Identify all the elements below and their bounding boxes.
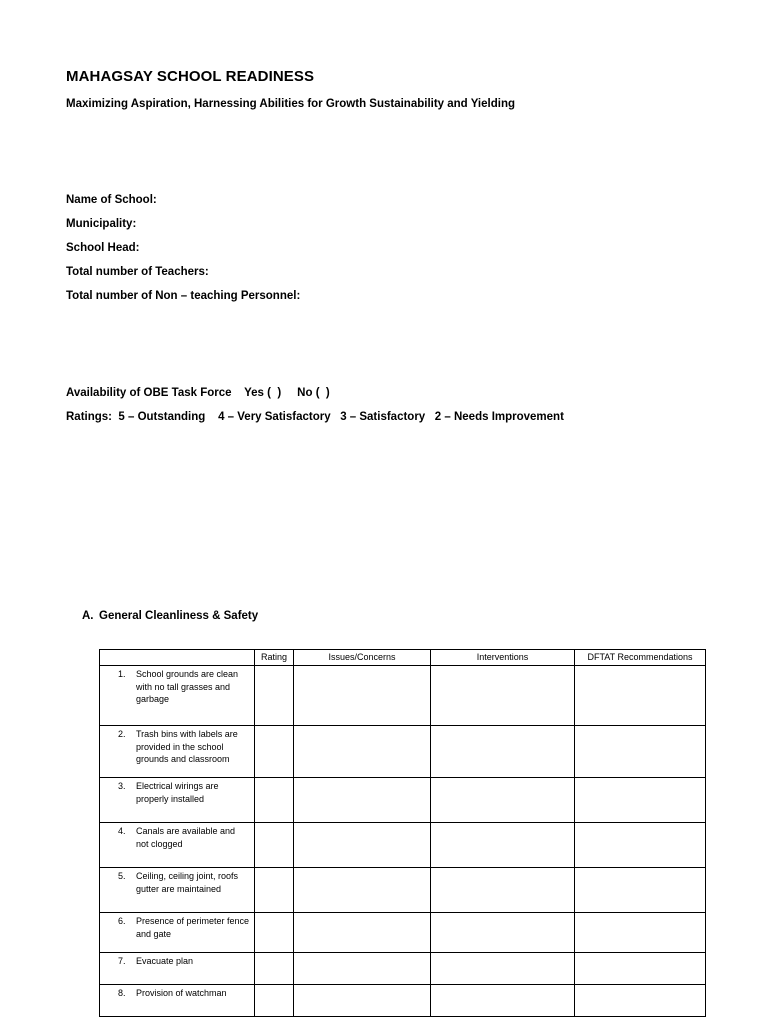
issues-cell[interactable] xyxy=(294,985,431,1017)
column-header-rating: Rating xyxy=(255,650,294,666)
issues-cell[interactable] xyxy=(294,823,431,868)
rating-3: 3 – Satisfactory xyxy=(340,411,426,423)
dftat-cell[interactable] xyxy=(575,953,706,985)
item-number: 8. xyxy=(118,988,126,998)
checklist-table xyxy=(99,649,706,1017)
rating-cell[interactable] xyxy=(255,823,294,868)
section-letter: A. xyxy=(82,610,94,622)
issues-cell[interactable] xyxy=(294,953,431,985)
dftat-cell[interactable] xyxy=(575,666,706,726)
table-row xyxy=(100,726,706,778)
field-name-of-school: Name of School: xyxy=(66,194,157,206)
interventions-cell[interactable] xyxy=(431,726,575,778)
item-cell xyxy=(100,666,255,726)
obe-no-option: No ( ) xyxy=(297,387,330,399)
table-row xyxy=(100,985,706,1017)
rating-cell[interactable] xyxy=(255,913,294,953)
table-header-row xyxy=(100,650,706,666)
rating-4: 4 – Very Satisfactory xyxy=(218,411,331,423)
table-row xyxy=(100,868,706,913)
dftat-cell[interactable] xyxy=(575,726,706,778)
table-row xyxy=(100,953,706,985)
item-text: School grounds are clean with no tall grasses and garbage xyxy=(136,669,239,704)
interventions-cell[interactable] xyxy=(431,823,575,868)
issues-cell[interactable] xyxy=(294,913,431,953)
obe-yes-option: Yes ( ) xyxy=(244,387,282,399)
rating-cell[interactable] xyxy=(255,666,294,726)
dftat-cell[interactable] xyxy=(575,913,706,953)
section-heading xyxy=(82,610,258,622)
rating-cell[interactable] xyxy=(255,726,294,778)
item-cell xyxy=(100,985,255,1017)
section-title: General Cleanliness & Safety xyxy=(99,610,259,622)
item-cell xyxy=(100,778,255,823)
issues-cell[interactable] xyxy=(294,666,431,726)
interventions-cell[interactable] xyxy=(431,913,575,953)
item-cell xyxy=(100,726,255,778)
table-row xyxy=(100,778,706,823)
field-total-non-teaching: Total number of Non – teaching Personnel: xyxy=(66,290,301,302)
field-school-head: School Head: xyxy=(66,242,140,254)
rating-cell[interactable] xyxy=(255,778,294,823)
rating-cell[interactable] xyxy=(255,868,294,913)
column-header-item xyxy=(100,650,255,666)
item-text: Provision of watchman xyxy=(136,988,227,998)
item-number: 7. xyxy=(118,956,126,966)
item-text: Electrical wirings are properly installed xyxy=(136,781,219,804)
rating-cell[interactable] xyxy=(255,953,294,985)
item-cell xyxy=(100,953,255,985)
document-subtitle: Maximizing Aspiration, Harnessing Abilities for Growth Sustainability and Yielding xyxy=(66,98,515,110)
item-cell xyxy=(100,868,255,913)
item-number: 5. xyxy=(118,871,126,881)
issues-cell[interactable] xyxy=(294,726,431,778)
ratings-label: Ratings: xyxy=(66,411,112,423)
column-header-dftat: DFTAT Recommendations xyxy=(575,650,706,666)
dftat-cell[interactable] xyxy=(575,778,706,823)
item-text: Ceiling, ceiling joint, roofs gutter are maintained xyxy=(136,871,239,894)
rating-2: 2 – Needs Improvement xyxy=(434,411,564,423)
item-cell xyxy=(100,823,255,868)
column-header-interventions: Interventions xyxy=(431,650,575,666)
obe-task-force-line xyxy=(66,387,330,399)
column-header-issues: Issues/Concerns xyxy=(294,650,431,666)
dftat-cell[interactable] xyxy=(575,985,706,1017)
item-number: 4. xyxy=(118,826,126,836)
issues-cell[interactable] xyxy=(294,868,431,913)
item-text: Presence of perimeter fence and gate xyxy=(136,916,250,939)
interventions-cell[interactable] xyxy=(431,985,575,1017)
interventions-cell[interactable] xyxy=(431,666,575,726)
item-text: Trash bins with labels are provided in the school grounds and classroom xyxy=(136,729,238,764)
item-number: 1. xyxy=(118,669,126,679)
table-row xyxy=(100,666,706,726)
item-number: 6. xyxy=(118,916,126,926)
table-row xyxy=(100,913,706,953)
interventions-cell[interactable] xyxy=(431,953,575,985)
item-number: 3. xyxy=(118,781,126,791)
item-number: 2. xyxy=(118,729,126,739)
item-text: Evacuate plan xyxy=(136,956,194,966)
dftat-cell[interactable] xyxy=(575,823,706,868)
obe-label: Availability of OBE Task Force xyxy=(66,387,232,399)
field-total-teachers: Total number of Teachers: xyxy=(66,266,209,278)
rating-cell[interactable] xyxy=(255,985,294,1017)
dftat-cell[interactable] xyxy=(575,868,706,913)
item-text: Canals are available and not clogged xyxy=(136,826,236,849)
item-cell xyxy=(100,913,255,953)
table-row xyxy=(100,823,706,868)
interventions-cell[interactable] xyxy=(431,778,575,823)
document-title: MAHAGSAY SCHOOL READINESS xyxy=(66,68,315,85)
interventions-cell[interactable] xyxy=(431,868,575,913)
issues-cell[interactable] xyxy=(294,778,431,823)
ratings-legend xyxy=(66,411,564,423)
rating-5: 5 – Outstanding xyxy=(118,411,206,423)
field-municipality: Municipality: xyxy=(66,218,137,230)
